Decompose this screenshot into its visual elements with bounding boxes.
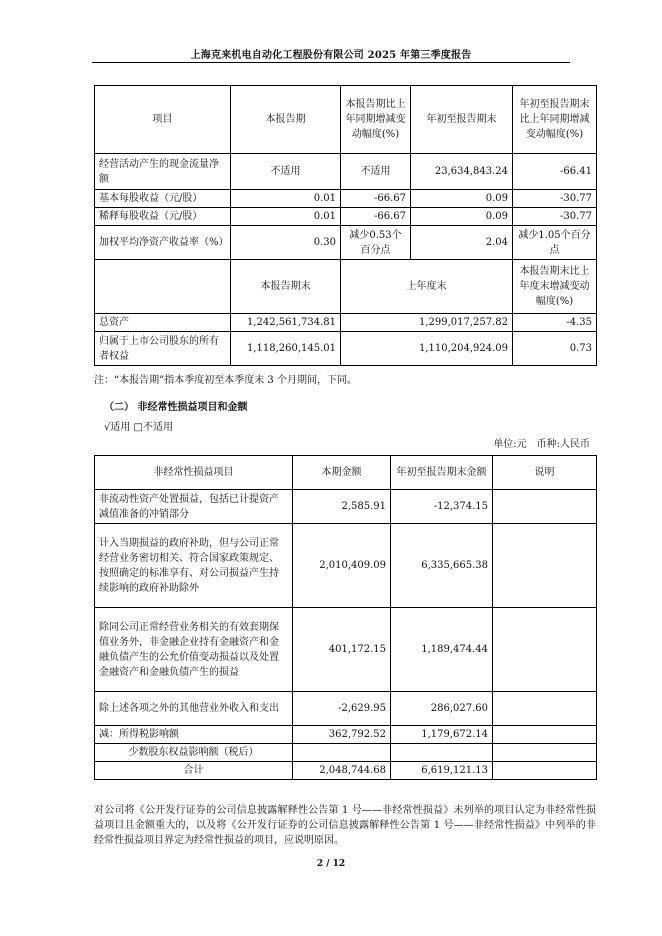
row-label: 除上述各项之外的其他营业外收入和支出 bbox=[95, 692, 293, 726]
col-header: 本报告期末比上年度末增减变动幅度(%) bbox=[513, 260, 597, 314]
cell: 不适用 bbox=[231, 154, 341, 190]
row-label: 计入当期损益的政府补助，但与公司正常经营业务密切相关、符合国家政策规定、按照确定的标准享有、对公司损益产生持续影响的政府补助除外 bbox=[95, 524, 293, 608]
cell bbox=[493, 692, 597, 726]
cell bbox=[493, 762, 597, 780]
col-header: 本期金额 bbox=[293, 456, 391, 490]
col-header: 项目 bbox=[95, 86, 231, 154]
cell bbox=[293, 744, 391, 762]
cell: 2,010,409.09 bbox=[293, 524, 391, 608]
row-label: 归属于上市公司股东的所有者权益 bbox=[95, 332, 231, 366]
cell: 0.01 bbox=[231, 190, 341, 208]
cell: 0.73 bbox=[513, 332, 597, 366]
row-label: 基本每股收益（元/股） bbox=[95, 190, 231, 208]
cell: 0.09 bbox=[411, 190, 513, 208]
cell: 6,619,121.13 bbox=[391, 762, 493, 780]
table-row bbox=[95, 744, 597, 762]
cell bbox=[493, 726, 597, 744]
row-label: 经营活动产生的现金流量净额 bbox=[95, 154, 231, 190]
cell: -30.77 bbox=[513, 190, 597, 208]
table-row bbox=[95, 154, 597, 190]
col-header: 年初至报告期末金额 bbox=[391, 456, 493, 490]
col-header: 上年度末 bbox=[341, 260, 513, 314]
col-header: 说明 bbox=[493, 456, 597, 490]
row-label: 合计 bbox=[95, 762, 293, 780]
col-header: 本报告期末 bbox=[231, 260, 341, 314]
table-row bbox=[95, 692, 597, 726]
row-label: 总资产 bbox=[95, 314, 231, 332]
cell: 1,110,204,924.09 bbox=[341, 332, 513, 366]
cell: 减少1.05个百分点 bbox=[513, 226, 597, 260]
col-header: 年初至报告期末比上年同期增减变动幅度(%) bbox=[513, 86, 597, 154]
cell bbox=[493, 490, 597, 524]
page-number: 2 / 12 bbox=[316, 859, 346, 869]
table-total-row bbox=[95, 762, 597, 780]
cell: 不适用 bbox=[341, 154, 411, 190]
cell: -30.77 bbox=[513, 208, 597, 226]
row-label: 减：所得税影响额 bbox=[95, 726, 293, 744]
table-row bbox=[95, 726, 597, 744]
cell: 2,585.91 bbox=[293, 490, 391, 524]
cell bbox=[493, 744, 597, 762]
row-label: 加权平均净资产收益率（%） bbox=[95, 226, 231, 260]
cell bbox=[493, 524, 597, 608]
page-header: 上海克来机电自动化工程股份有限公司 2025 年第三季度报告 bbox=[190, 50, 472, 61]
table-row bbox=[95, 608, 597, 692]
cell: 1,189,474.44 bbox=[391, 608, 493, 692]
col-header: 本报告期比上年同期增减变动幅度(%) bbox=[341, 86, 411, 154]
table-header-row bbox=[95, 86, 597, 154]
cell: 1,242,561,734.81 bbox=[231, 314, 341, 332]
table-note: 注：“本报告期”指本季度初至本季度末 3 个月期间，下同。 bbox=[94, 375, 357, 386]
cell: -12,374.15 bbox=[391, 490, 493, 524]
cell: 286,027.60 bbox=[391, 692, 493, 726]
cell: -66.67 bbox=[341, 190, 411, 208]
table-subheader-row bbox=[95, 260, 597, 314]
cell: 401,172.15 bbox=[293, 608, 391, 692]
row-label: 少数股东权益影响额（税后） bbox=[95, 744, 293, 762]
cell: -66.67 bbox=[341, 208, 411, 226]
explanatory-paragraph: 对公司将《公开发行证券的公司信息披露解释性公告第 1 号——非经常性损益》未列举的项目认定为非经常性损益项目且金额重大的，以及将《公开发行证券的公司信息披露解释性公告第 1 号——非经常性损益》中列举的非经常性损益项目界定为经常性损益的项目，应说明原因。 bbox=[94, 805, 596, 846]
empty-cell bbox=[95, 260, 231, 314]
section-title: （二） 非经常性损益项目和金额 bbox=[104, 402, 248, 413]
applicability-checkbox: √适用 □不适用 bbox=[104, 422, 173, 433]
table-row bbox=[95, 208, 597, 226]
cell: 6,335,665.38 bbox=[391, 524, 493, 608]
cell: 0.09 bbox=[411, 208, 513, 226]
cell: 1,118,260,145.01 bbox=[231, 332, 341, 366]
header-rule bbox=[92, 62, 570, 63]
cell: 减少0.53个百分点 bbox=[341, 226, 411, 260]
cell: 1,179,672.14 bbox=[391, 726, 493, 744]
cell bbox=[391, 744, 493, 762]
unit-label: 单位:元 币种:人民币 bbox=[493, 439, 590, 450]
cell: 362,792.52 bbox=[293, 726, 391, 744]
cell: 1,299,017,257.82 bbox=[341, 314, 513, 332]
cell: 2,048,744.68 bbox=[293, 762, 391, 780]
col-header: 年初至报告期末 bbox=[411, 86, 513, 154]
cell: -66.41 bbox=[513, 154, 597, 190]
cell: -4.35 bbox=[513, 314, 597, 332]
table-row bbox=[95, 490, 597, 524]
cell: 2.04 bbox=[411, 226, 513, 260]
col-header: 非经常性损益项目 bbox=[95, 456, 293, 490]
cell: 23,634,843.24 bbox=[411, 154, 513, 190]
cell: 0.30 bbox=[231, 226, 341, 260]
non-recurring-items-table bbox=[94, 455, 597, 780]
table-header-row bbox=[95, 456, 597, 490]
cell: 0.01 bbox=[231, 208, 341, 226]
table-row bbox=[95, 226, 597, 260]
row-label: 稀释每股收益（元/股） bbox=[95, 208, 231, 226]
table-row bbox=[95, 524, 597, 608]
row-label: 非流动性资产处置损益，包括已计提资产减值准备的冲销部分 bbox=[95, 490, 293, 524]
table-row bbox=[95, 190, 597, 208]
cell: -2,629.95 bbox=[293, 692, 391, 726]
col-header: 本报告期 bbox=[231, 86, 341, 154]
table-row bbox=[95, 314, 597, 332]
cell bbox=[493, 608, 597, 692]
table-row bbox=[95, 332, 597, 366]
row-label: 除同公司正常经营业务相关的有效套期保值业务外，非金融企业持有金融资产和金融负债产生的公允价值变动损益以及处置金融资产和金融负债产生的损益 bbox=[95, 608, 293, 692]
financial-indicators-table bbox=[94, 85, 597, 366]
